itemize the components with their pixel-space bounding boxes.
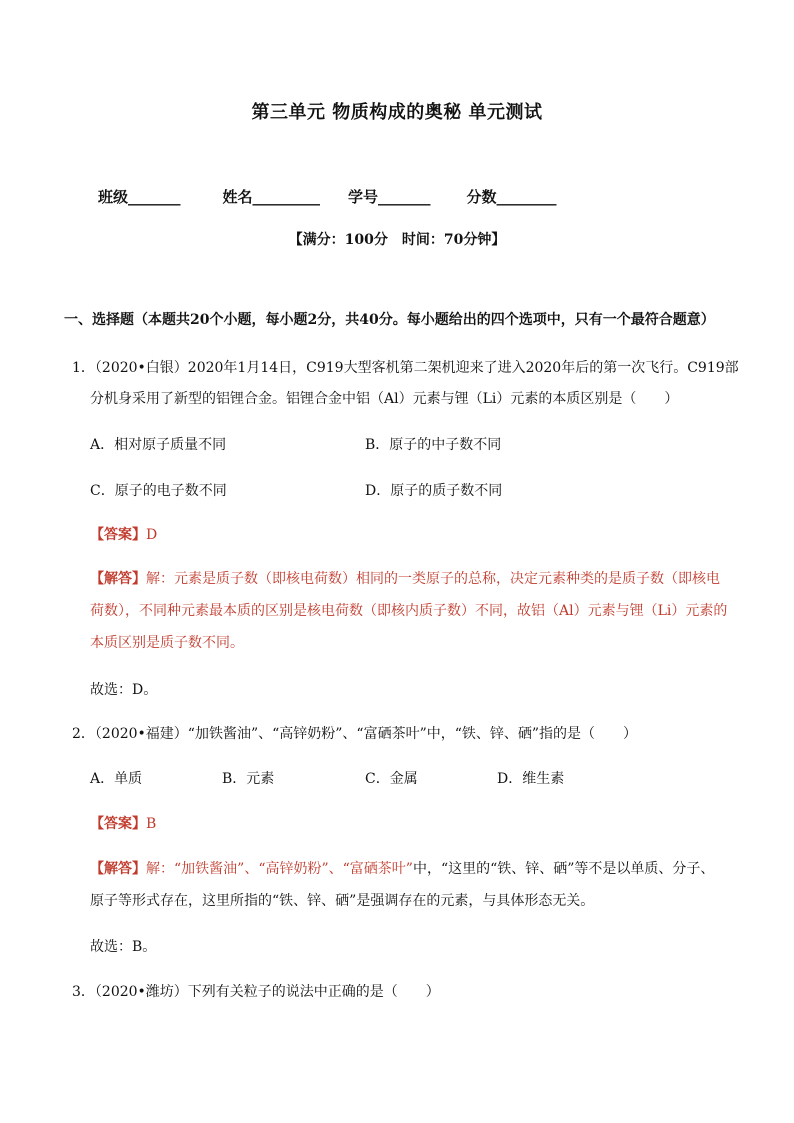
answer-value: B xyxy=(146,816,157,832)
q1-option-c: C．原子的电子数不同 xyxy=(90,483,227,499)
class-field: 班级_______ xyxy=(98,188,181,206)
q2-answer xyxy=(90,813,156,833)
q1-option-a: A．相对原子质量不同 xyxy=(90,437,227,453)
q1-option-b: B．原子的中子数不同 xyxy=(365,437,502,453)
q1-choice: 故选：D。 xyxy=(90,682,158,698)
score-field: 分数________ xyxy=(466,188,557,206)
answer-value: D xyxy=(146,527,158,543)
name-field: 姓名_________ xyxy=(222,188,321,206)
explanation-text-red: 解：“加铁酱油”、“高锌奶粉”、“富硒茶叶” xyxy=(146,861,413,877)
q3-stem-line-1: 3．（2020•潍坊）下列有关粒子的说法中正确的是（ ） xyxy=(72,984,440,1000)
q2-choice: 故选：B。 xyxy=(90,939,157,955)
exam-meta: 【满分：100分 时间：70分钟】 xyxy=(288,232,506,248)
q2-option-c: C．金属 xyxy=(365,771,418,787)
q2-explanation-line-2: 原子等形式存在，这里所指的“铁、锌、硒”是强调存在的元素，与具体形态无关。 xyxy=(90,893,595,909)
q1-stem-line-2: 分机身采用了新型的铝锂合金。铝锂合金中铝（Al）元素与锂（Li）元素的本质区别是（ ） xyxy=(90,391,679,407)
q1-explanation-line-2: 荷数），不同种元素最本质的区别是核电荷数（即核内质子数）不同，故铝（Al）元素与锂（Li）元素的 xyxy=(90,603,728,619)
q2-option-b: B．元素 xyxy=(222,771,275,787)
q1-option-d: D．原子的质子数不同 xyxy=(365,483,503,499)
q2-explanation-line-1 xyxy=(90,858,714,878)
student-info-row xyxy=(98,186,557,207)
q1-explanation-line-3: 本质区别是质子数不同。 xyxy=(90,635,244,651)
q1-answer xyxy=(90,524,157,544)
q2-option-a: A．单质 xyxy=(90,771,143,787)
student-id-field: 学号_______ xyxy=(348,188,431,206)
q2-option-d: D．维生素 xyxy=(497,771,565,787)
answer-tag: 【答案】 xyxy=(90,527,146,543)
explanation-tag: 【解答】 xyxy=(90,861,146,877)
q2-stem-line-1: 2．（2020•福建）“加铁酱油”、“高锌奶粉”、“富硒茶叶”中，“铁、锌、硒”指的是（ ） xyxy=(72,726,638,742)
q1-explanation-line-1 xyxy=(90,568,720,588)
page-title: 第三单元 物质构成的奥秘 单元测试 xyxy=(251,102,543,123)
answer-tag: 【答案】 xyxy=(90,816,146,832)
explanation-text: 解：元素是质子数（即核电荷数）相同的一类原子的总称，决定元素种类的是质子数（即核电 xyxy=(146,571,720,587)
section-heading: 一、选择题（本题共20个小题，每小题2分，共40分。每小题给出的四个选项中，只有一个最符合题意） xyxy=(64,312,715,328)
explanation-tag: 【解答】 xyxy=(90,571,146,587)
q1-stem-line-1: 1．（2020•白银）2020年1月14日，C919大型客机第二架机迎来了进入2020年后的第一次飞行。C919部 xyxy=(72,360,739,376)
explanation-text: 中，“这里的“铁、锌、硒”等不是以单质、分子、 xyxy=(412,861,715,877)
